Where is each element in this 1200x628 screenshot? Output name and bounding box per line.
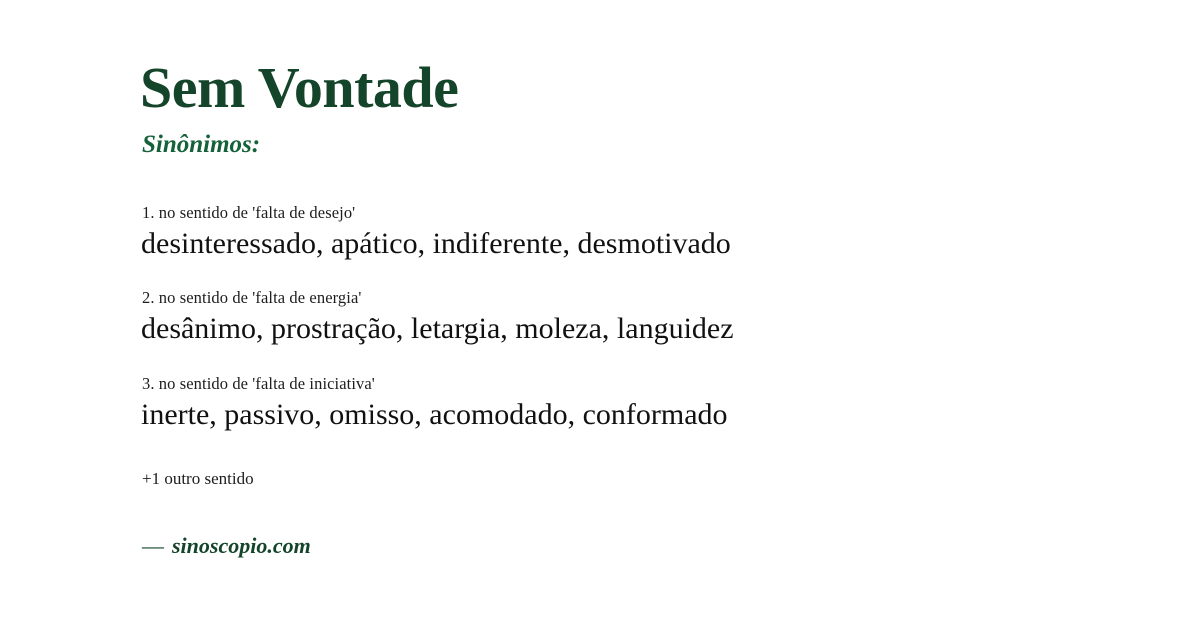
sense-synonyms: inerte, passivo, omisso, acomodado, conformado [141, 397, 728, 431]
section-subtitle: Sinônimos: [142, 130, 261, 158]
source-attribution [142, 533, 1100, 559]
source-name: sinoscopio.com [172, 533, 311, 559]
sense-synonyms: desinteressado, apático, indiferente, desmotivado [141, 226, 731, 260]
sense-label: 3. no sentido de 'falta de iniciativa' [142, 373, 375, 393]
page-title: Sem Vontade [140, 55, 459, 120]
more-senses-note: +1 outro sentido [142, 469, 254, 489]
sense-item [140, 288, 1100, 348]
sense-item [140, 374, 1100, 434]
sense-label: 2. no sentido de 'falta de energia' [142, 288, 362, 308]
sense-item [140, 203, 1100, 263]
sense-label: 1. no sentido de 'falta de desejo' [142, 202, 356, 222]
sense-synonyms: desânimo, prostração, letargia, moleza, languidez [141, 312, 734, 346]
em-dash-icon: — [142, 533, 164, 559]
sense-list [140, 203, 1100, 434]
